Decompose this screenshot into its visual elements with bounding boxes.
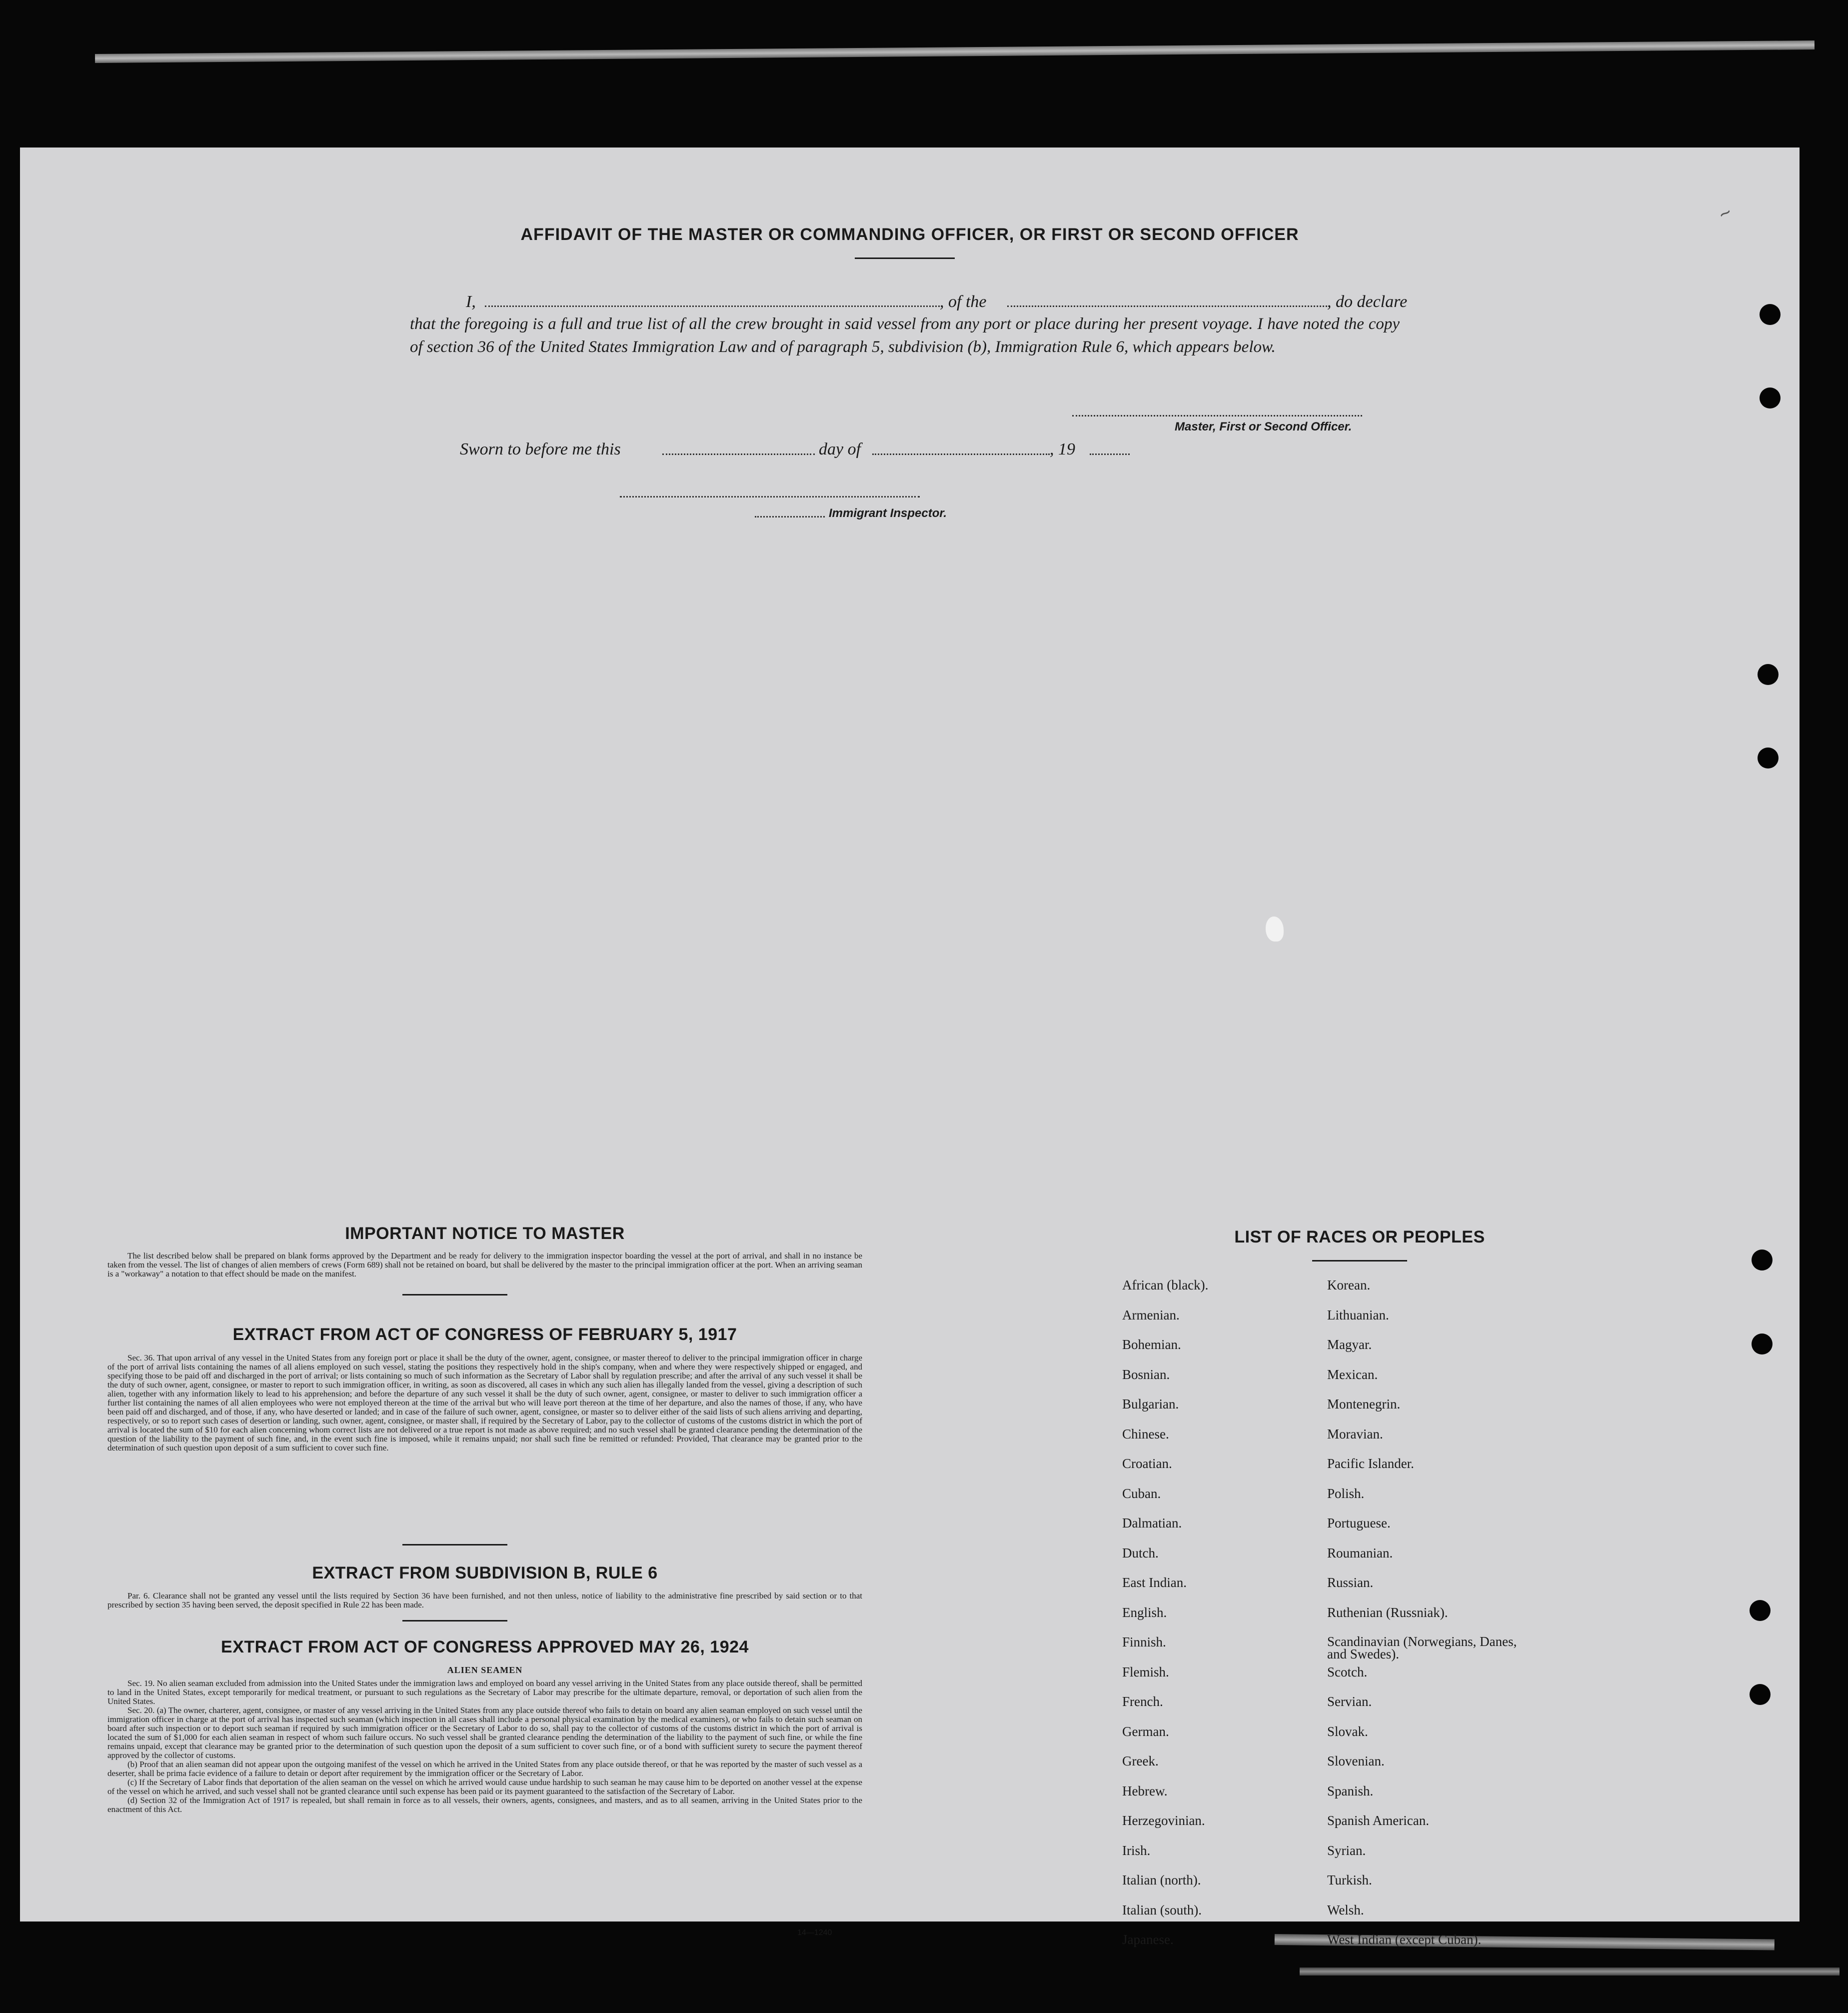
vessel-blank[interactable]: [1007, 306, 1327, 307]
do-declare-label: , do declare: [1327, 292, 1408, 311]
film-edge-top: [95, 40, 1815, 63]
race-item: Hebrew.: [1122, 1783, 1168, 1798]
extract-1917-title: EXTRACT FROM ACT OF CONGRESS OF FEBRUARY 5, 1917: [232, 1325, 737, 1344]
race-item: Bosnian.: [1122, 1366, 1170, 1382]
race-item: Spanish.: [1327, 1783, 1374, 1798]
race-item: Dalmatian.: [1122, 1516, 1182, 1530]
of-the-label: , of the: [940, 292, 987, 311]
rule-6-rule: [402, 1620, 507, 1622]
affidavit-title: AFFIDAVIT OF THE MASTER OR COMMANDING OFFICER, OR FIRST OR SECOND OFFICER: [520, 225, 1299, 244]
day-of-label: day of: [819, 440, 861, 458]
sec-19-paragraph: Sec. 19. No alien seaman excluded from admission into the United States under the immigration laws and employed on board any vessel arriving in the United States from any place outside thereof, shall be permitted to land in the United States, except temporarily for medical treatment, or pursuant to such regulations as the Secretary of Labor may prescribe for the ultimate departure, removal, or deportation of such alien from the United States.: [107, 1678, 862, 1706]
race-item: Chinese.: [1122, 1426, 1169, 1442]
year-label: , 19: [1050, 440, 1075, 458]
film-edge-bottom-2: [1300, 1968, 1840, 1976]
extract-1917-text: Sec. 36. That upon arrival of any vessel in the United States from any foreign port or place it shall be the duty of the owner, agent, consignee, or master thereof to deliver to the principal immigration officer in charge of the port of arrival lists containing the names of all aliens employed on such vessel, stating the positions they respectively hold in the ship's company, when and where they were respectively shipped or engaged, and specifying those to be paid off and discharged in the port of arrival; or lists containing so much of such information as the Secretary of Labor shall by regulation prescribe; and after the arrival of any such vessel it shall be the duty of such owner, agent, consignee, or master to report to such immigration officer, in writing, as soon as discovered, all cases in which any such alien has illegally landed from the vessel, giving a description of such alien, together with any information likely to lead to his apprehension; and before the departure of any such vessel it shall be the duty of such owner, agent, consignee, or master to deliver to such immigration officer a further list containing the names of all alien employees who were not employed thereon at the time of the arrival but who will leave port thereon at the time of her departure, and also the names of those, if any, who have been paid off and discharged, and of those, if any, who have deserted or landed; and in case of the failure of such owner, agent, consignee, or master so to deliver either of the said lists of such aliens arriving and departing, respectively, or so to report such cases of desertion or landing, such owner, agent, consignee, or master shall, if required by the Secretary of Labor, pay to the collector of customs of the customs district in which the port of arrival is located the sum of $10 for each alien concerning whom correct lists are not delivered or a true report is not made as above required; and no such vessel shall be granted clearance pending the determination of the question of the liability to the payment of such fine, and, in the event such fine is imposed, while it remains unpaid; nor shall such fine be remitted or refunded: Provided, That clearance may be granted prior to the determination of such question upon deposit of a sum sufficient to cover such fine.: [107, 1353, 862, 1452]
extract-1924-title: EXTRACT FROM ACT OF CONGRESS APPROVED MAY 26, 1924: [221, 1638, 749, 1656]
month-blank[interactable]: [872, 454, 1050, 455]
form-number: 14—1240: [797, 1928, 832, 1937]
inspector-signature-line[interactable]: [620, 496, 920, 498]
punch-hole-7: [1750, 1600, 1771, 1621]
race-item: Moravian.: [1327, 1426, 1383, 1442]
signer-label: Master, First or Second Officer.: [1175, 420, 1352, 434]
race-item: Slovak.: [1327, 1724, 1368, 1739]
notice-rule: [402, 1294, 507, 1296]
race-item: German.: [1122, 1724, 1169, 1739]
paper-stain: [1266, 916, 1284, 942]
race-item: Cuban.: [1122, 1486, 1161, 1501]
race-item: Scandinavian (Norwegians, Danes, and Swedes).: [1327, 1634, 1517, 1662]
race-item: French.: [1122, 1694, 1163, 1709]
race-item: Spanish American.: [1327, 1813, 1429, 1828]
races-left-column: [1122, 1278, 1312, 1963]
race-item: Slovenian.: [1327, 1754, 1385, 1768]
signature-line[interactable]: [1072, 415, 1362, 416]
race-item: West Indian (except Cuban).: [1327, 1932, 1482, 1947]
i-label: I,: [466, 292, 476, 311]
punch-hole-2: [1760, 388, 1781, 408]
sworn-label: Sworn to before me this: [460, 440, 621, 458]
race-item: Pacific Islander.: [1327, 1456, 1414, 1471]
notice-title: IMPORTANT NOTICE TO MASTER: [345, 1224, 625, 1243]
race-item: Syrian.: [1327, 1842, 1366, 1858]
race-item: Bulgarian.: [1122, 1396, 1179, 1412]
pencil-mark: ~: [1715, 201, 1736, 226]
alien-seamen-subtitle: ALIEN SEAMEN: [447, 1665, 523, 1675]
day-blank[interactable]: [662, 454, 815, 455]
title-rule: [855, 258, 955, 259]
race-item: Turkish.: [1327, 1872, 1372, 1888]
race-item: Finnish.: [1122, 1634, 1166, 1650]
race-item: Armenian.: [1122, 1307, 1180, 1322]
races-rule: [1312, 1260, 1407, 1262]
punch-hole-8: [1750, 1684, 1771, 1705]
race-item: Mexican.: [1327, 1366, 1378, 1382]
race-item: Japanese.: [1122, 1932, 1174, 1947]
race-item: African (black).: [1122, 1278, 1209, 1292]
document-page: [20, 148, 1800, 1947]
punch-hole-1: [1760, 304, 1781, 325]
race-item: Dutch.: [1122, 1545, 1159, 1560]
name-blank[interactable]: [485, 306, 940, 307]
extract-1917-rule: [402, 1544, 507, 1546]
rule-6-text: Par. 6. Clearance shall not be granted any vessel until the lists required by Section 36 have been furnished, and not then unless, notice of liability to the administrative fine prescribed by said section or to that prescribed by section 35 having been served, the deposit specified in Rule 22 has been made.: [107, 1591, 862, 1610]
race-item: Italian (south).: [1122, 1902, 1202, 1918]
punch-hole-4: [1758, 748, 1779, 768]
race-item: Scotch.: [1327, 1664, 1368, 1680]
race-item: Magyar.: [1327, 1337, 1372, 1352]
sec-20a-paragraph: Sec. 20. (a) The owner, charterer, agent, consignee, or master of any vessel arriving in the United States from any place outside thereof who fails to detain on board any alien seaman employed on such vessel until the immigration officer in charge at the port of arrival has inspected such seaman (which inspection in all cases shall include a personal physical examination by the medical examiners), or who fails to detain such seaman on board after such inspection or to deport such seaman if required by such immigration officer or the Secretary of Labor to do so, shall pay to the collector of customs of the customs district in which the port of arrival is located the sum of $1,000 for each alien seaman in respect of whom such failure occurs. No such vessel shall be granted clearance pending the determination of the liability to the payment of such fine, or while the fine remains unpaid, except that clearance may be granted prior to the determination of such question upon the deposit of a sum sufficient to cover such fine, or of a bond with sufficient surety to secure the payment thereof approved by the collector of customs.: [107, 1706, 862, 1760]
races-title: LIST OF RACES OR PEOPLES: [1234, 1228, 1485, 1246]
punch-hole-3: [1758, 664, 1779, 685]
sec-20c-paragraph: (c) If the Secretary of Labor finds that deportation of the alien seaman on the vessel on which he arrived would cause undue hardship to such seaman he may cause him to be deported on another vessel at the expense of the vessel on which he arrived, and such vessel shall not be granted clearance until such expense has been paid or its payment guaranteed to the satisfaction of the Secretary of Labor.: [107, 1778, 862, 1796]
sec-20d-paragraph: (d) Section 32 of the Immigration Act of 1917 is repealed, but shall remain in force as to all vessels, their owners, agents, consignees, and masters, and as to all seamen, arriving in the United States prior to the enactment of this Act.: [107, 1796, 862, 1814]
race-item: Greek.: [1122, 1754, 1159, 1768]
declaration-text: that the foregoing is a full and true list of all the crew brought in said vessel from any port or place during her present voyage. I have noted the copy of section 36 of the United States Immigration Law and of paragraph 5, subdivision (b), Immigration Rule 6, which appears below.: [410, 315, 1400, 356]
race-item: Montenegrin.: [1327, 1396, 1401, 1412]
race-item: East Indian.: [1122, 1575, 1187, 1590]
race-item: Welsh.: [1327, 1902, 1364, 1918]
rule-6-title: EXTRACT FROM SUBDIVISION B, RULE 6: [312, 1564, 658, 1582]
race-item: Polish.: [1327, 1486, 1365, 1501]
race-item: Roumanian.: [1327, 1545, 1393, 1560]
punch-hole-6: [1752, 1334, 1773, 1354]
race-item: Lithuanian.: [1327, 1307, 1389, 1322]
sec-20b-paragraph: (b) Proof that an alien seaman did not appear upon the outgoing manifest of the vessel on which he arrived in the United States from any place outside thereof, or that he was reported by the master of such vessel as a deserter, shall be prima facie evidence of a failure to detain or deport after requirement by the immigration officer or the Secretary of Labor.: [107, 1760, 862, 1778]
race-item: Portuguese.: [1327, 1516, 1391, 1530]
races-right-column: [1327, 1278, 1537, 1963]
race-item: Russian.: [1327, 1575, 1374, 1590]
race-item: Bohemian.: [1122, 1337, 1181, 1352]
race-item: Servian.: [1327, 1694, 1372, 1709]
race-item: Croatian.: [1122, 1456, 1172, 1471]
year-blank[interactable]: [1090, 454, 1130, 455]
race-item: Italian (north).: [1122, 1872, 1201, 1888]
race-item: Flemish.: [1122, 1664, 1169, 1680]
punch-hole-5: [1752, 1250, 1773, 1270]
race-item: Korean.: [1327, 1278, 1371, 1292]
inspector-prefix-line: [755, 516, 825, 518]
race-item: Irish.: [1122, 1842, 1151, 1858]
race-item: Herzegovinian.: [1122, 1813, 1205, 1828]
race-item: English.: [1122, 1604, 1167, 1620]
race-item: Ruthenian (Russniak).: [1327, 1604, 1448, 1620]
notice-text: The list described below shall be prepared on blank forms approved by the Department and be ready for delivery to the immigration inspector boarding the vessel at the port of arrival, and shall in no instance be taken from the vessel. The list of changes of alien members of crews (Form 689) shall not be retained on board, but shall be delivered by the master to the principal immigration officer at the port. When an arriving seaman is a "workaway" a notation to that effect should be made on the manifest.: [107, 1251, 862, 1278]
extract-1924-text: [107, 1679, 862, 1814]
inspector-label: Immigrant Inspector.: [829, 506, 947, 520]
